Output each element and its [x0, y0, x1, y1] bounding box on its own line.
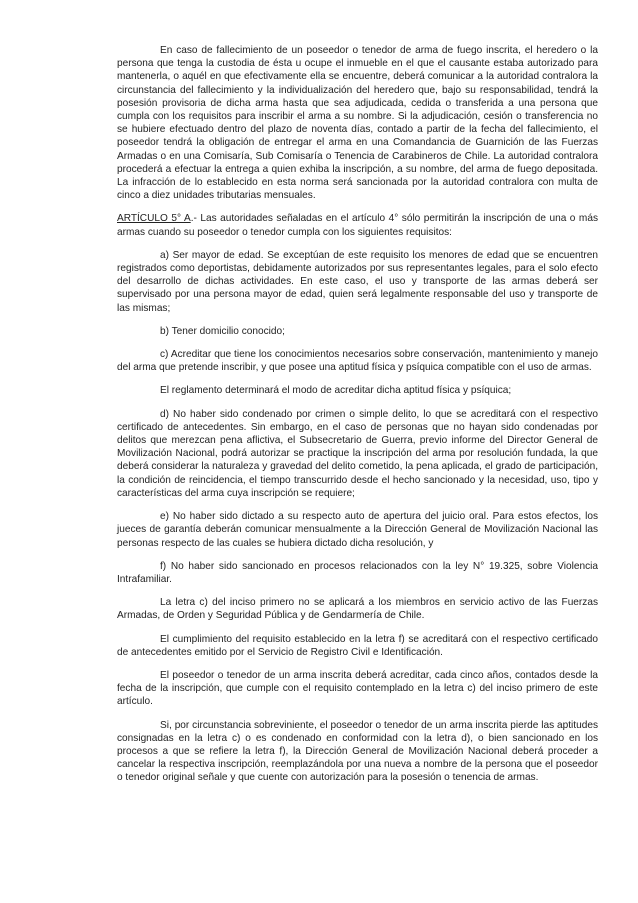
article-heading: ARTÍCULO 5° A	[117, 213, 191, 225]
paragraph-letra-c: La letra c) del inciso primero no se aplicará a los miembros en servicio activo de las Fuerzas Armadas, de Orden y Seguridad Pública y de Gendarmería de Chile.	[117, 597, 598, 622]
paragraph-fallecimiento: En caso de fallecimiento de un poseedor o tenedor de arma de fuego inscrita, el heredero o la persona que tenga la custodia de ésta u ocupe el inmueble en el que el causante estaba autorizado para mantenerla, o aquél en que efectivamente ella se encuentre, deberá comunicar a la autoridad contralora la circunstancia del fallecimiento y la individualización del heredero que, bajo su responsabilidad, tendrá la posesión provisoria de dicha arma hasta que sea adjudicada, cedida o transferida a una persona que cumpla con los requisitos para inscribir el arma a su nombre. Si la adjudicación, cesión o transferencia no se hubiere efectuado dentro del plazo de noventa días, contado a partir de la fecha del fallecimiento, el poseedor tendrá la obligación de entregar el arma en una Comandancia de Guarnición de las Fuerzas Armadas o en una Comisaría, Sub Comisaría o Tenencia de Carabineros de Chile. La autoridad contralora procederá a efectuar la entrega a quien exhiba la inscripción, a su nombre, del arma de fuego depositada. La infracción de lo establecido en esta norma será sancionada por la autoridad contralora con multa de cinco a diez unidades tributarias mensuales.	[117, 45, 598, 202]
requirement-c: c) Acreditar que tiene los conocimientos necesarios sobre conservación, mantenimiento y manejo del arma que pretende inscribir, y que posee una aptitud física y psíquica compatible con el uso de armas.	[117, 349, 598, 374]
requirement-a: a) Ser mayor de edad. Se exceptúan de este requisito los menores de edad que se encuentren registrados como deportistas, debidamente autorizados por sus representantes legales, para el solo efecto del desarrollo de dichas actividades. En este caso, el uso y transporte de las armas deberá ser supervisado por una persona mayor de edad, quien será legalmente responsable del uso y transporte de las mismas;	[117, 249, 598, 314]
article-intro: .- Las autoridades señaladas en el artículo 4° sólo permitirán la inscripción de una o más armas cuando su poseedor o tenedor cumpla con los siguientes requisitos:	[117, 213, 598, 238]
document-page	[117, 44, 598, 795]
requirement-f: f) No haber sido sancionado en procesos relacionados con la ley N° 19.325, sobre Violencia Intrafamiliar.	[117, 560, 598, 585]
requirement-e: e) No haber sido dictado a su respecto auto de apertura del juicio oral. Para estos efectos, los jueces de garantía deberán comunicar mensualmente a la Dirección General de Movilización Nacional las personas respecto de las cuales se hubiera dictado dicha resolución, y	[117, 511, 598, 549]
requirement-b: b) Tener domicilio conocido;	[160, 325, 285, 337]
paragraph-cumplimiento: El cumplimiento del requisito establecido en la letra f) se acreditará con el respectivo certificado de antecedentes emitido por el Servicio de Registro Civil e Identificación.	[117, 633, 598, 658]
paragraph-poseedor: El poseedor o tenedor de un arma inscrita deberá acreditar, cada cinco años, contados desde la fecha de la inscripción, que cumple con el requisito contemplado en la letra c) del inciso primero de este artículo.	[117, 669, 598, 708]
requirement-d: d) No haber sido condenado por crimen o simple delito, lo que se acreditará con el respectivo certificado de antecedentes. Sin embargo, en el caso de personas que no hayan sido condenadas por delitos que merezcan pena aflictiva, el Subsecretario de Guerra, previo informe del Director General de Movilización Nacional, podrá autorizar se practique la inscripción del arma por resolución fundada, la que deberá considerar la naturaleza y gravedad del delito cometido, la pena aplicada, el grado de participación, la condición de reincidencia, el tiempo transcurrido desde el hecho sancionado y la necesidad, uso, tipo y características del arma cuya inscripción se requiere;	[117, 408, 598, 499]
article-5a-paragraph	[117, 212, 598, 238]
paragraph-circunstancia: Si, por circunstancia sobreviniente, el poseedor o tenedor de un arma inscrita pierde las aptitudes consignadas en la letra c) o es condenado en conformidad con la letra d), o bien sancionado en los procesos a que se refiere la letra f), la Dirección General de Movilización Nacional deberá proceder a cancelar la respectiva inscripción, reemplazándola por una nueva a nombre de la persona que el poseedor o tenedor original señale y que cuente con autorización para la posesión o tenencia de armas.	[117, 719, 598, 784]
paragraph-reglamento: El reglamento determinará el modo de acreditar dicha aptitud física y psíquica;	[160, 385, 512, 397]
